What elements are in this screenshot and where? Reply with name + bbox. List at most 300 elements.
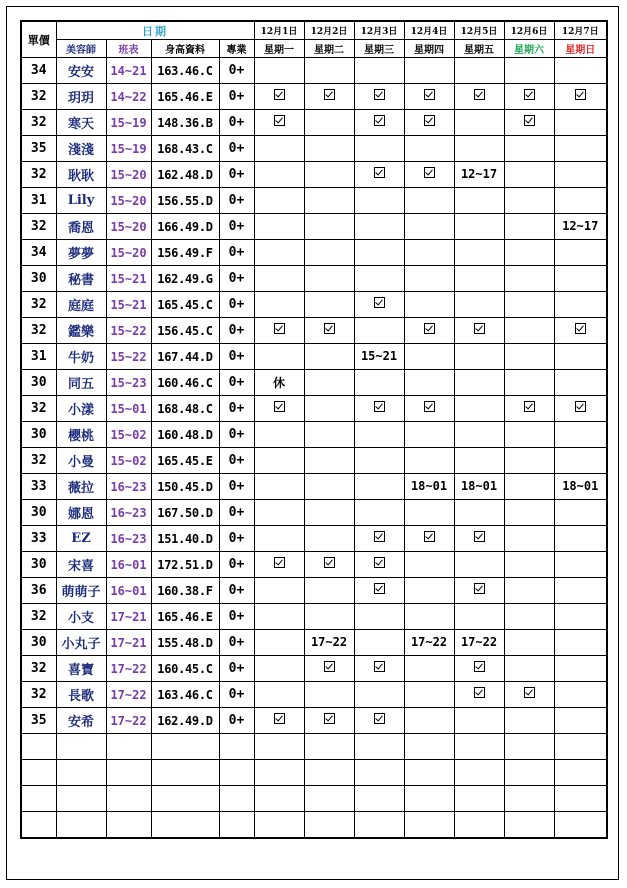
pro-cell: 0+	[219, 708, 254, 734]
day-cell	[304, 84, 354, 110]
day-cell	[554, 162, 607, 188]
empty-cell	[254, 786, 304, 812]
day-cell	[304, 604, 354, 630]
pro-cell: 0+	[219, 526, 254, 552]
body-cell: 167.44.D	[151, 344, 219, 370]
day-cell	[304, 110, 354, 136]
price-cell: 35	[21, 708, 56, 734]
day-cell	[504, 240, 554, 266]
price-cell: 30	[21, 552, 56, 578]
price-cell: 32	[21, 396, 56, 422]
empty-cell	[304, 734, 354, 760]
empty-cell	[21, 812, 56, 839]
pro-cell: 0+	[219, 682, 254, 708]
checkbox-checked-icon	[474, 323, 485, 334]
empty-row	[21, 760, 607, 786]
class-cell: 15~22	[106, 318, 151, 344]
day-cell	[254, 318, 304, 344]
class-cell: 15~20	[106, 188, 151, 214]
day-cell	[404, 708, 454, 734]
body-cell: 150.45.D	[151, 474, 219, 500]
day-cell	[354, 682, 404, 708]
class-cell: 15~20	[106, 240, 151, 266]
day-cell	[454, 84, 504, 110]
class-cell: 15~20	[106, 214, 151, 240]
body-cell: 172.51.D	[151, 552, 219, 578]
day-cell	[354, 656, 404, 682]
empty-cell	[554, 734, 607, 760]
day-cell	[254, 604, 304, 630]
day-cell	[354, 500, 404, 526]
empty-cell	[554, 812, 607, 839]
schedule-table	[20, 20, 608, 839]
day-cell	[404, 578, 454, 604]
checkbox-checked-icon	[575, 401, 586, 412]
stylist-name: 小支	[56, 604, 106, 630]
stylist-name: 櫻桃	[56, 422, 106, 448]
class-cell: 16~23	[106, 526, 151, 552]
day-cell	[354, 84, 404, 110]
price-cell: 30	[21, 266, 56, 292]
day-cell	[454, 526, 504, 552]
day-cell	[404, 422, 454, 448]
class-cell: 17~22	[106, 708, 151, 734]
day-cell	[454, 318, 504, 344]
price-cell: 32	[21, 318, 56, 344]
class-cell: 17~21	[106, 630, 151, 656]
table-row	[21, 188, 607, 214]
pro-cell: 0+	[219, 58, 254, 84]
pro-cell: 0+	[219, 110, 254, 136]
checkbox-checked-icon	[324, 713, 335, 724]
day-cell	[254, 188, 304, 214]
day-cell	[554, 396, 607, 422]
day-cell	[554, 526, 607, 552]
table-row	[21, 240, 607, 266]
checkbox-checked-icon	[474, 583, 485, 594]
pro-cell: 0+	[219, 162, 254, 188]
day-cell	[304, 162, 354, 188]
pro-cell: 0+	[219, 422, 254, 448]
day-cell	[354, 448, 404, 474]
day-cell	[454, 552, 504, 578]
price-cell: 30	[21, 500, 56, 526]
class-cell: 15~02	[106, 448, 151, 474]
pro-cell: 0+	[219, 136, 254, 162]
day-cell	[304, 500, 354, 526]
day-cell	[354, 58, 404, 84]
day-cell	[504, 162, 554, 188]
stylist-name: 長歌	[56, 682, 106, 708]
date-header: 12月1日	[254, 21, 304, 40]
day-cell	[254, 500, 304, 526]
pro-cell: 0+	[219, 292, 254, 318]
table-row	[21, 58, 607, 84]
stylist-name: 小曼	[56, 448, 106, 474]
pro-cell: 0+	[219, 474, 254, 500]
day-cell-text: 18~01	[562, 479, 599, 493]
checkbox-checked-icon	[575, 89, 586, 100]
day-cell	[504, 578, 554, 604]
stylist-name: 牛奶	[56, 344, 106, 370]
pro-cell: 0+	[219, 318, 254, 344]
body-cell: 156.49.F	[151, 240, 219, 266]
day-cell	[354, 266, 404, 292]
day-cell	[454, 708, 504, 734]
day-cell	[354, 396, 404, 422]
date-header: 12月7日	[554, 21, 607, 40]
body-cell: 165.45.E	[151, 448, 219, 474]
date-header: 12月6日	[504, 21, 554, 40]
weekday-header-saturday: 星期六	[504, 40, 554, 58]
pro-cell: 0+	[219, 500, 254, 526]
day-cell	[504, 292, 554, 318]
stylist-name: 鑑樂	[56, 318, 106, 344]
empty-cell	[219, 734, 254, 760]
date-header: 12月5日	[454, 21, 504, 40]
day-cell	[454, 500, 504, 526]
day-cell	[404, 266, 454, 292]
day-cell	[554, 708, 607, 734]
day-cell	[404, 240, 454, 266]
day-cell	[454, 396, 504, 422]
day-cell	[504, 84, 554, 110]
day-cell	[404, 344, 454, 370]
table-row	[21, 344, 607, 370]
pro-cell: 0+	[219, 266, 254, 292]
day-cell	[304, 578, 354, 604]
day-cell	[504, 526, 554, 552]
day-cell	[254, 682, 304, 708]
day-cell	[454, 656, 504, 682]
empty-cell	[404, 760, 454, 786]
price-cell: 30	[21, 630, 56, 656]
day-cell	[304, 292, 354, 318]
empty-cell	[219, 760, 254, 786]
body-cell: 165.45.C	[151, 292, 219, 318]
table-row	[21, 526, 607, 552]
weekday-header: 星期五	[454, 40, 504, 58]
checkbox-checked-icon	[374, 661, 385, 672]
day-cell	[404, 188, 454, 214]
checkbox-checked-icon	[374, 583, 385, 594]
class-cell: 15~19	[106, 110, 151, 136]
price-header: 單價	[21, 21, 56, 58]
body-cell: 165.46.E	[151, 84, 219, 110]
day-cell	[404, 162, 454, 188]
day-cell	[354, 136, 404, 162]
table-row	[21, 604, 607, 630]
checkbox-checked-icon	[424, 401, 435, 412]
body-cell: 160.45.C	[151, 656, 219, 682]
class-cell: 17~22	[106, 682, 151, 708]
day-cell	[554, 552, 607, 578]
price-cell: 32	[21, 162, 56, 188]
stylist-name: 寒天	[56, 110, 106, 136]
day-cell	[404, 396, 454, 422]
empty-cell	[56, 734, 106, 760]
table-row	[21, 292, 607, 318]
empty-cell	[151, 786, 219, 812]
class-cell: 17~22	[106, 656, 151, 682]
weekday-header: 星期一	[254, 40, 304, 58]
price-cell: 32	[21, 656, 56, 682]
day-cell	[304, 656, 354, 682]
schedule-body	[21, 58, 607, 839]
empty-cell	[254, 734, 304, 760]
weekday-header-sunday: 星期日	[554, 40, 607, 58]
checkbox-checked-icon	[424, 89, 435, 100]
day-cell	[554, 84, 607, 110]
body-cell: 168.43.C	[151, 136, 219, 162]
day-cell	[304, 318, 354, 344]
checkbox-checked-icon	[424, 115, 435, 126]
class-header: 班表	[106, 40, 151, 58]
pro-cell: 0+	[219, 370, 254, 396]
day-cell	[554, 318, 607, 344]
day-cell	[254, 344, 304, 370]
day-cell	[354, 318, 404, 344]
empty-cell	[404, 786, 454, 812]
class-cell: 14~22	[106, 84, 151, 110]
day-cell	[254, 474, 304, 500]
day-cell	[254, 708, 304, 734]
class-cell: 15~02	[106, 422, 151, 448]
day-cell-text: 18~01	[460, 479, 498, 493]
day-cell	[354, 422, 404, 448]
day-cell-text: 18~01	[410, 479, 448, 493]
empty-cell	[219, 812, 254, 839]
stylist-name: 淺淺	[56, 136, 106, 162]
stylist-name: 小丸子	[56, 630, 106, 656]
price-cell: 32	[21, 448, 56, 474]
day-cell	[504, 500, 554, 526]
day-cell	[254, 136, 304, 162]
checkbox-checked-icon	[374, 167, 385, 178]
table-row	[21, 656, 607, 682]
table-row	[21, 162, 607, 188]
body-cell: 156.45.C	[151, 318, 219, 344]
empty-cell	[454, 734, 504, 760]
class-cell: 14~21	[106, 58, 151, 84]
day-cell	[554, 500, 607, 526]
empty-cell	[554, 760, 607, 786]
day-cell	[454, 136, 504, 162]
empty-row	[21, 786, 607, 812]
day-cell	[554, 370, 607, 396]
empty-cell	[454, 760, 504, 786]
checkbox-checked-icon	[274, 115, 285, 126]
stylist-name: 娜恩	[56, 500, 106, 526]
day-cell	[354, 630, 404, 656]
pro-cell: 0+	[219, 396, 254, 422]
body-cell: 163.46.C	[151, 58, 219, 84]
empty-cell	[354, 812, 404, 839]
stylist-name: 喬恩	[56, 214, 106, 240]
price-cell: 36	[21, 578, 56, 604]
day-cell	[304, 630, 354, 656]
day-cell	[504, 318, 554, 344]
day-cell	[504, 630, 554, 656]
day-cell	[454, 604, 504, 630]
stylist-name: 玥玥	[56, 84, 106, 110]
day-cell	[254, 162, 304, 188]
class-cell: 16~23	[106, 500, 151, 526]
day-cell-text: 17~22	[460, 635, 498, 649]
empty-cell	[21, 734, 56, 760]
empty-cell	[56, 812, 106, 839]
day-cell	[554, 214, 607, 240]
empty-cell	[504, 734, 554, 760]
day-cell	[304, 526, 354, 552]
day-cell	[254, 266, 304, 292]
stylist-name: 庭庭	[56, 292, 106, 318]
empty-cell	[354, 786, 404, 812]
day-cell-text: 17~22	[410, 635, 448, 649]
price-cell: 32	[21, 292, 56, 318]
stylist-name: 安希	[56, 708, 106, 734]
checkbox-checked-icon	[524, 115, 535, 126]
pro-cell: 0+	[219, 630, 254, 656]
stylist-name: 安安	[56, 58, 106, 84]
empty-cell	[554, 786, 607, 812]
body-cell: 162.49.D	[151, 708, 219, 734]
day-cell	[254, 396, 304, 422]
day-cell	[454, 370, 504, 396]
empty-cell	[106, 734, 151, 760]
day-cell	[504, 58, 554, 84]
pro-cell: 0+	[219, 214, 254, 240]
day-cell	[454, 292, 504, 318]
empty-cell	[106, 786, 151, 812]
day-cell	[404, 630, 454, 656]
table-row	[21, 214, 607, 240]
class-cell: 15~23	[106, 370, 151, 396]
day-cell	[304, 240, 354, 266]
body-cell: 167.50.D	[151, 500, 219, 526]
empty-row	[21, 734, 607, 760]
day-cell	[354, 214, 404, 240]
empty-cell	[106, 812, 151, 839]
day-cell	[454, 214, 504, 240]
body-cell: 165.46.E	[151, 604, 219, 630]
day-cell	[504, 370, 554, 396]
day-cell	[504, 214, 554, 240]
table-row	[21, 448, 607, 474]
body-cell: 160.48.D	[151, 422, 219, 448]
day-cell	[454, 188, 504, 214]
day-cell	[354, 708, 404, 734]
day-cell	[554, 188, 607, 214]
day-cell	[254, 656, 304, 682]
price-cell: 34	[21, 240, 56, 266]
day-cell	[404, 214, 454, 240]
checkbox-checked-icon	[524, 687, 535, 698]
checkbox-checked-icon	[274, 89, 285, 100]
table-row	[21, 136, 607, 162]
class-cell: 17~21	[106, 604, 151, 630]
body-header: 身高資料	[151, 40, 219, 58]
stylist-name: Lily	[56, 188, 106, 214]
day-cell	[554, 682, 607, 708]
day-cell-text: 休	[272, 376, 285, 390]
checkbox-checked-icon	[324, 557, 335, 568]
day-cell	[454, 474, 504, 500]
empty-cell	[106, 760, 151, 786]
pro-cell: 0+	[219, 240, 254, 266]
empty-row	[21, 812, 607, 839]
body-cell: 163.46.C	[151, 682, 219, 708]
stylist-name: EZ	[56, 526, 106, 552]
stylist-name: 同五	[56, 370, 106, 396]
day-cell	[454, 266, 504, 292]
day-cell	[404, 318, 454, 344]
day-cell	[504, 422, 554, 448]
empty-cell	[254, 812, 304, 839]
pro-cell: 0+	[219, 84, 254, 110]
body-cell: 160.46.C	[151, 370, 219, 396]
price-cell: 33	[21, 474, 56, 500]
weekday-header: 星期二	[304, 40, 354, 58]
day-cell	[254, 214, 304, 240]
checkbox-checked-icon	[374, 89, 385, 100]
weekday-header: 星期四	[404, 40, 454, 58]
day-cell	[254, 578, 304, 604]
date-header: 12月3日	[354, 21, 404, 40]
day-cell	[504, 188, 554, 214]
price-cell: 31	[21, 188, 56, 214]
day-cell	[404, 604, 454, 630]
pro-cell: 0+	[219, 344, 254, 370]
day-cell	[354, 188, 404, 214]
class-cell: 15~21	[106, 292, 151, 318]
checkbox-checked-icon	[324, 89, 335, 100]
day-cell	[454, 448, 504, 474]
class-cell: 15~22	[106, 344, 151, 370]
day-cell-text: 15~21	[360, 349, 398, 363]
body-cell: 162.48.D	[151, 162, 219, 188]
checkbox-checked-icon	[274, 713, 285, 724]
day-cell	[254, 630, 304, 656]
day-cell	[554, 656, 607, 682]
price-cell: 30	[21, 370, 56, 396]
day-cell	[304, 448, 354, 474]
empty-cell	[354, 760, 404, 786]
table-row	[21, 318, 607, 344]
day-cell	[504, 136, 554, 162]
day-cell	[304, 552, 354, 578]
day-cell	[554, 136, 607, 162]
price-cell: 33	[21, 526, 56, 552]
class-cell: 15~19	[106, 136, 151, 162]
day-cell	[554, 448, 607, 474]
checkbox-checked-icon	[274, 401, 285, 412]
empty-cell	[151, 734, 219, 760]
day-cell	[404, 552, 454, 578]
checkbox-checked-icon	[474, 661, 485, 672]
day-cell	[504, 708, 554, 734]
day-cell-text: 17~22	[310, 635, 348, 649]
empty-cell	[404, 734, 454, 760]
day-cell	[504, 448, 554, 474]
day-cell	[404, 682, 454, 708]
empty-cell	[504, 760, 554, 786]
day-cell	[354, 240, 404, 266]
price-cell: 30	[21, 422, 56, 448]
date-header: 12月4日	[404, 21, 454, 40]
day-cell	[304, 396, 354, 422]
stylist-header: 美容師	[56, 40, 106, 58]
